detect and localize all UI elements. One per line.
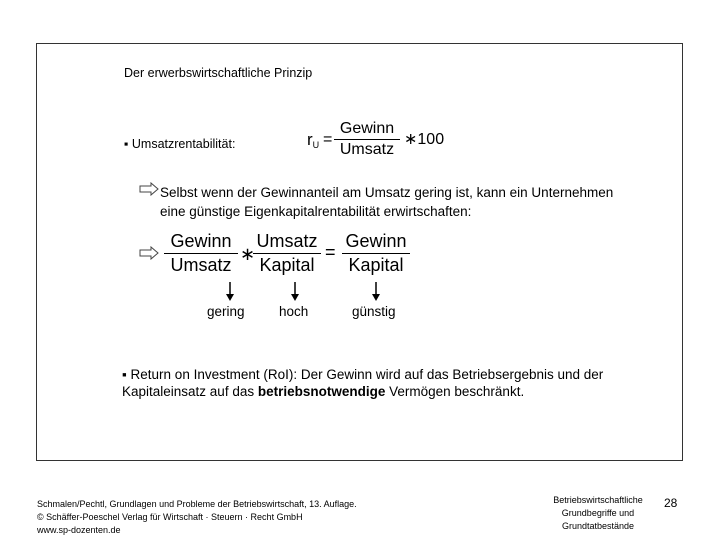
- footer-section-line3: Grundtatbestände: [561, 521, 635, 531]
- formula2-equals: =: [325, 242, 336, 262]
- fraction-bar: [334, 139, 400, 140]
- down-arrow-icon: [290, 282, 300, 302]
- footer-section-line2: Grundbegriffe und: [561, 508, 635, 518]
- footer-section-line1: Betriebswirtschaftliche: [553, 495, 643, 505]
- fraction-bar: [164, 253, 238, 254]
- formula2-frac3-denominator: Kapital: [348, 255, 404, 275]
- bullet-roi-bold: betriebsnotwendige: [257, 384, 386, 399]
- page-number: 28: [664, 496, 678, 510]
- footer-citation-url: www.sp-dozenten.de: [37, 525, 121, 535]
- formula2-frac1-numerator: Gewinn: [170, 231, 232, 251]
- formula2-frac1-denominator: Umsatz: [170, 255, 232, 275]
- bullet-umsatzrentabilitaet: ▪ Umsatzrentabilität:: [124, 137, 236, 151]
- formula1-equals: =: [323, 131, 333, 148]
- formula2-multiply: ∗: [240, 244, 256, 264]
- explanation-text: Selbst wenn der Gewinnanteil am Umsatz gering ist, kann ein Unternehmen eine günstige Eigenkapitalrentabilität erwirtschaften:: [160, 185, 614, 219]
- footer-citation-line1: Schmalen/Pechtl, Grundlagen und Probleme der Betriebswirtschaft, 13. Auflage.: [37, 499, 357, 509]
- formula1-fraction: [334, 120, 400, 159]
- right-arrow-icon: [139, 182, 159, 196]
- formula1-denominator: Umsatz: [339, 141, 395, 158]
- formula1-lhs: $r_U$: [307, 130, 320, 150]
- formula2-fraction-gewinn-kapital: [342, 231, 410, 276]
- formula1-numerator: Gewinn: [339, 120, 395, 137]
- fraction-bar: [342, 253, 410, 254]
- bullet-roi-text: ▪ Return on Investment (RoI): Der Gewinn wird auf das Betriebsergebnis und der Kapitaleinsatz auf das: [122, 367, 604, 399]
- right-arrow-icon: [139, 246, 159, 260]
- footer-citation-line2: © Schäffer-Poeschel Verlag für Wirtschaft · Steuern · Recht GmbH: [37, 512, 303, 522]
- formula2-frac2-numerator: Umsatz: [256, 231, 318, 251]
- label-gering: gering: [207, 304, 245, 319]
- formula2-fraction-umsatz-kapital: [253, 231, 321, 276]
- label-hoch: hoch: [279, 304, 309, 319]
- footer-citation: [37, 498, 417, 537]
- label-guenstig: günstig: [352, 304, 396, 319]
- bullet-roi: [122, 366, 642, 400]
- formula1-lhs-subscript: U: [312, 140, 320, 150]
- formula2-fraction-gewinn-umsatz: [164, 231, 238, 276]
- bullet-roi-end: Vermögen beschränkt.: [385, 384, 525, 399]
- formula2-frac3-numerator: Gewinn: [345, 231, 407, 251]
- formula2-frac2-denominator: Kapital: [259, 255, 315, 275]
- down-arrow-icon: [225, 282, 235, 302]
- footer-section: [540, 494, 656, 533]
- formula1-multiplier: ∗100: [404, 131, 445, 148]
- slide-title: Der erwerbswirtschaftliche Prinzip: [124, 66, 313, 80]
- down-arrow-icon: [371, 282, 381, 302]
- fraction-bar: [253, 253, 321, 254]
